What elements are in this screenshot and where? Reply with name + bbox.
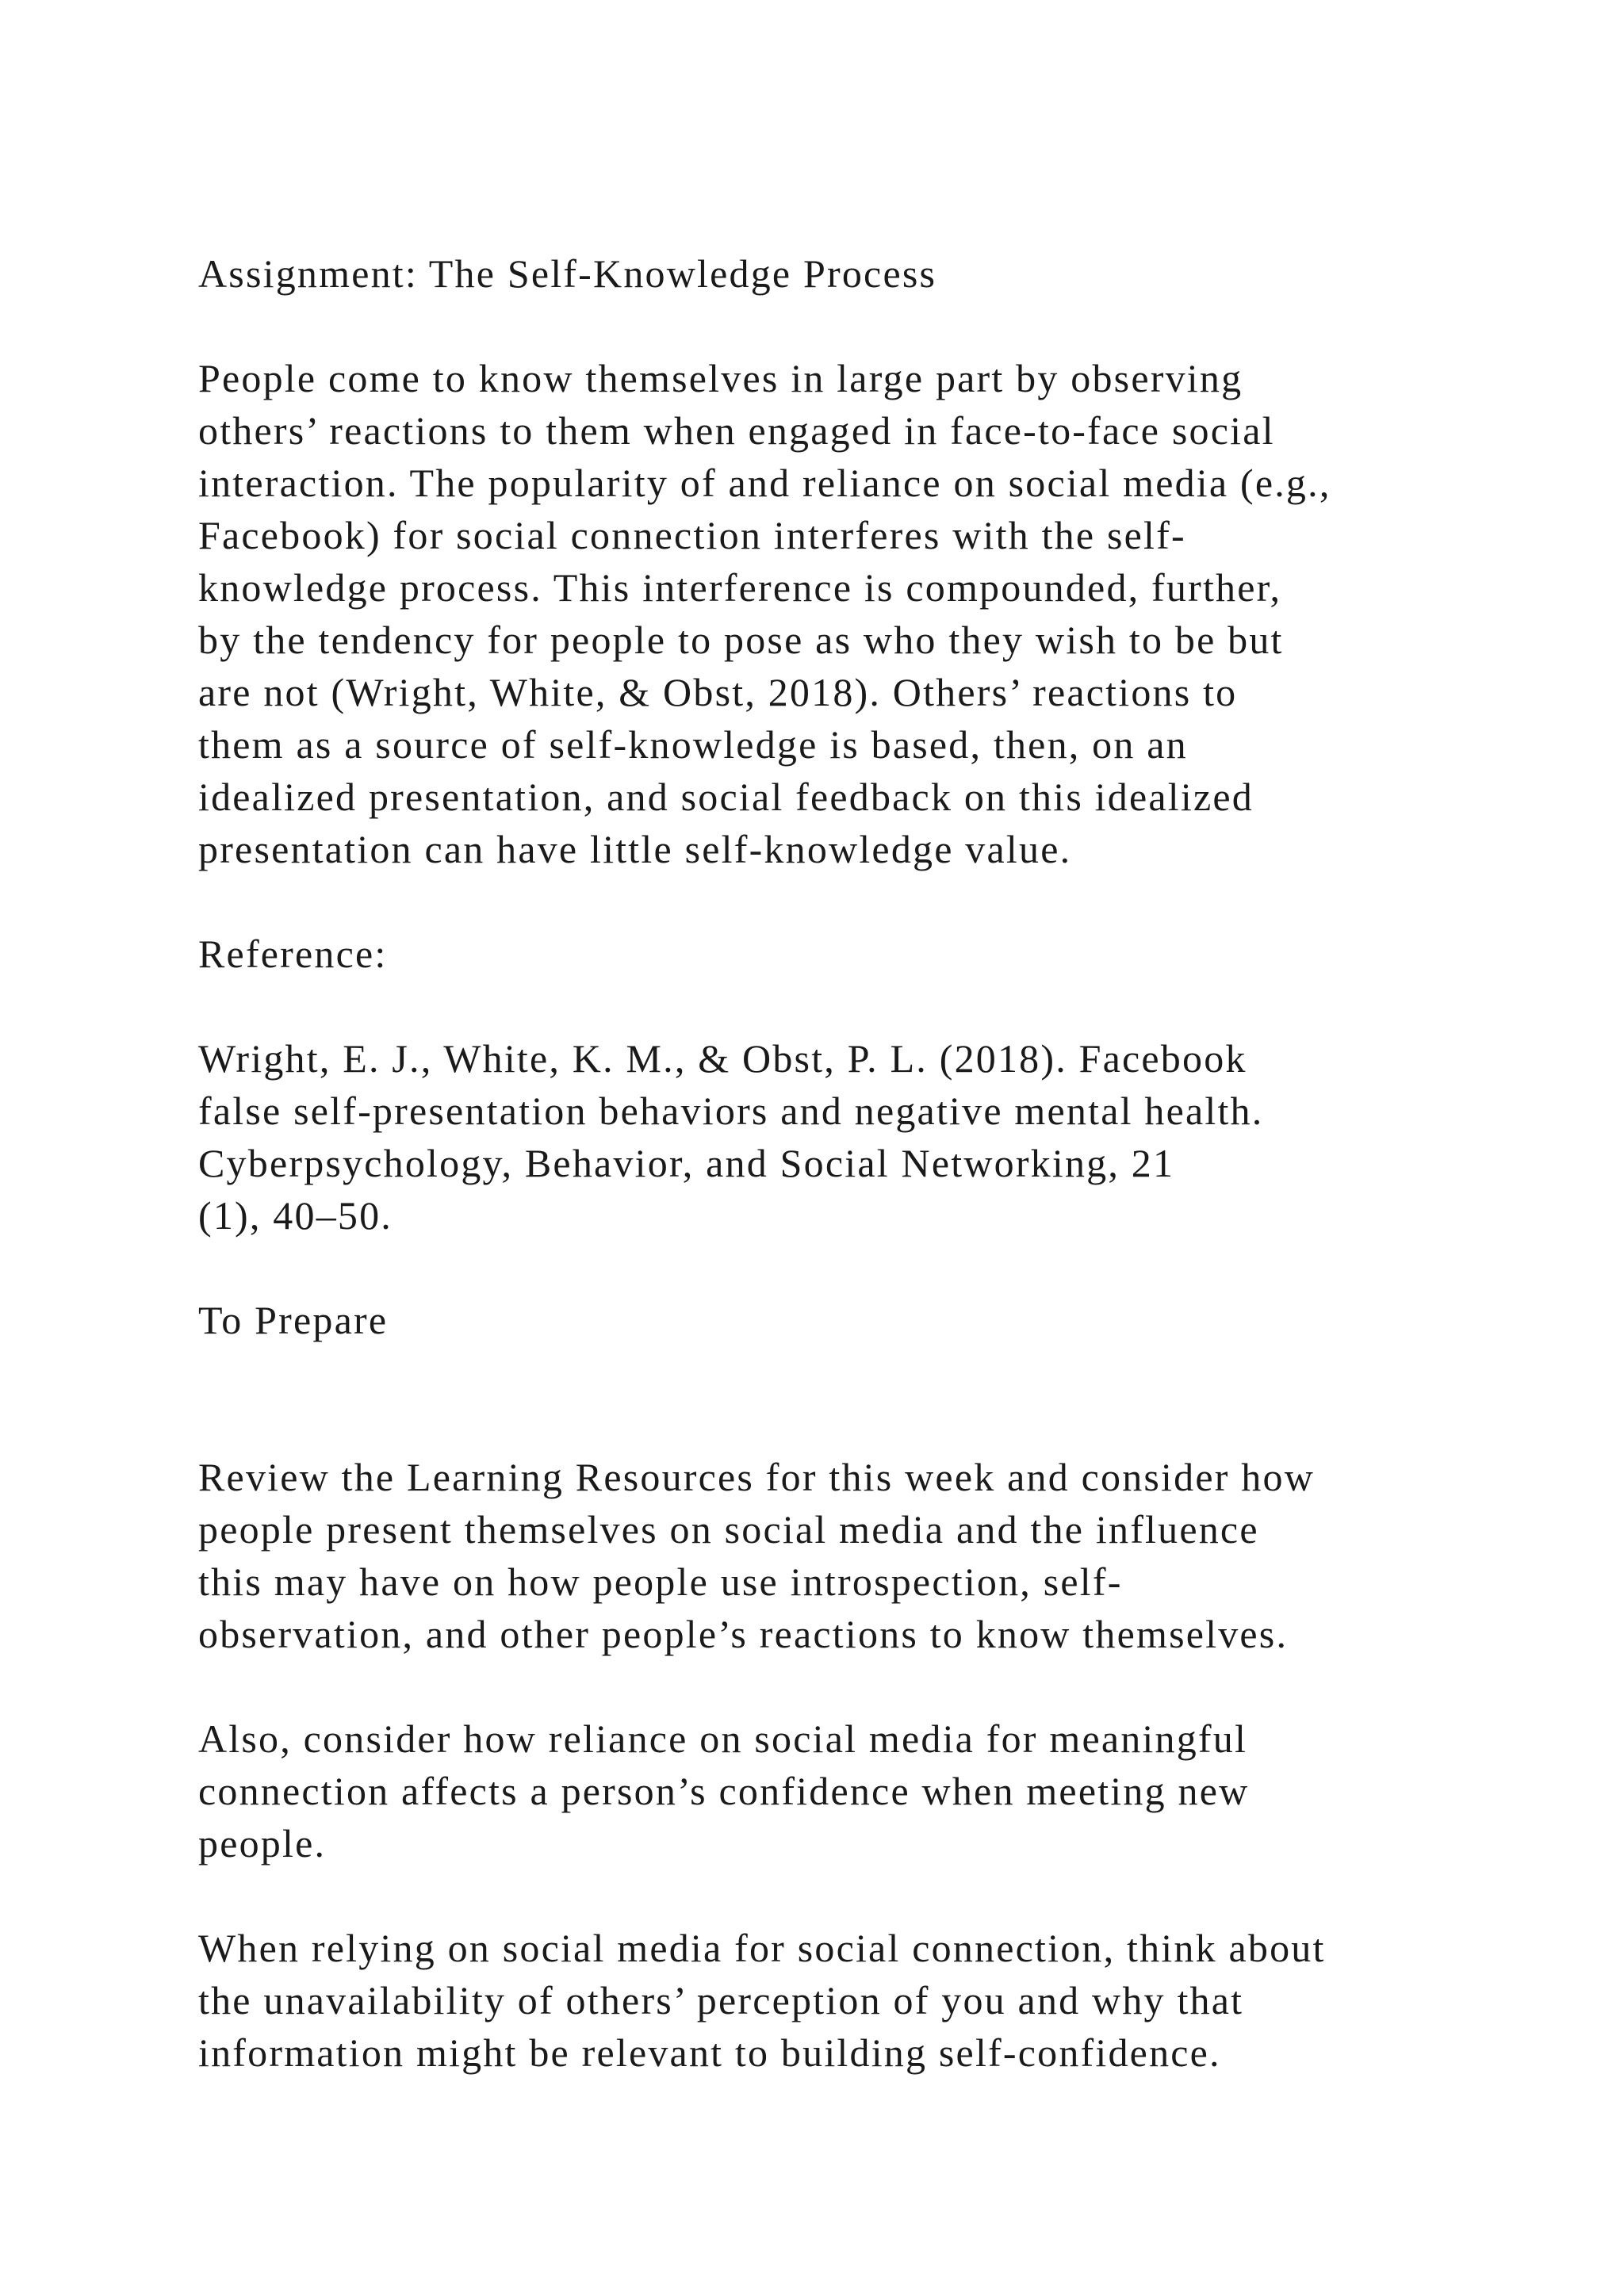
reference-citation (198, 1032, 1515, 1242)
spacer (198, 875, 1515, 928)
spacer (198, 1242, 1515, 1294)
spacer (198, 1869, 1515, 1922)
prepare-line: people. (198, 1821, 327, 1866)
intro-line: Facebook) for social connection interferes with the self- (198, 513, 1186, 557)
prepare-line: observation, and other people’s reactions to know themselves. (198, 1612, 1289, 1656)
document-title: Assignment: The Self-Knowledge Process (198, 251, 937, 296)
intro-line: knowledge process. This interference is compounded, further, (198, 565, 1282, 610)
document-body (198, 247, 1515, 2079)
intro-line: by the tendency for people to pose as who they wish to be but (198, 618, 1284, 662)
spacer (198, 1346, 1515, 1451)
prepare-heading: To Prepare (198, 1298, 389, 1342)
spacer (198, 1660, 1515, 1712)
intro-line: presentation can have little self-knowledge value. (198, 827, 1072, 871)
reference-heading: Reference: (198, 932, 388, 976)
prepare-line: connection affects a person’s confidence when meeting new (198, 1769, 1250, 1813)
spacer (198, 980, 1515, 1032)
intro-line: are not (Wright, White, & Obst, 2018). Others’ reactions to (198, 670, 1238, 714)
prepare-line: Also, consider how reliance on social media for meaningful (198, 1716, 1248, 1761)
prepare-paragraph-perception (198, 1922, 1515, 2079)
reference-line: (1), 40–50. (198, 1193, 393, 1238)
intro-line: People come to know themselves in large part by observing (198, 356, 1243, 400)
reference-line: Cyberpsychology, Behavior, and Social Networking, 21 (198, 1141, 1175, 1185)
reference-line: false self-presentation behaviors and negative mental health. (198, 1089, 1264, 1133)
prepare-line: this may have on how people use introspection, self- (198, 1559, 1123, 1604)
prepare-line: people present themselves on social media and the influence (198, 1507, 1259, 1552)
intro-line: others’ reactions to them when engaged in face-to-face social (198, 408, 1275, 453)
prepare-line: the unavailability of others’ perception of you and why that (198, 1978, 1244, 2022)
prepare-paragraph-confidence (198, 1712, 1515, 1869)
spacer (198, 300, 1515, 352)
prepare-line: Review the Learning Resources for this week and consider how (198, 1455, 1316, 1499)
intro-paragraph (198, 352, 1515, 875)
reference-line: Wright, E. J., White, K. M., & Obst, P. L. (2018). Facebook (198, 1036, 1247, 1081)
prepare-line: information might be relevant to building self-confidence. (198, 2030, 1221, 2075)
prepare-line: When relying on social media for social connection, think about (198, 1926, 1326, 1970)
intro-line: them as a source of self-knowledge is based, then, on an (198, 722, 1188, 767)
intro-line: idealized presentation, and social feedback on this idealized (198, 775, 1254, 819)
prepare-paragraph-review (198, 1451, 1515, 1660)
intro-line: interaction. The popularity of and reliance on social media (e.g., (198, 461, 1331, 505)
